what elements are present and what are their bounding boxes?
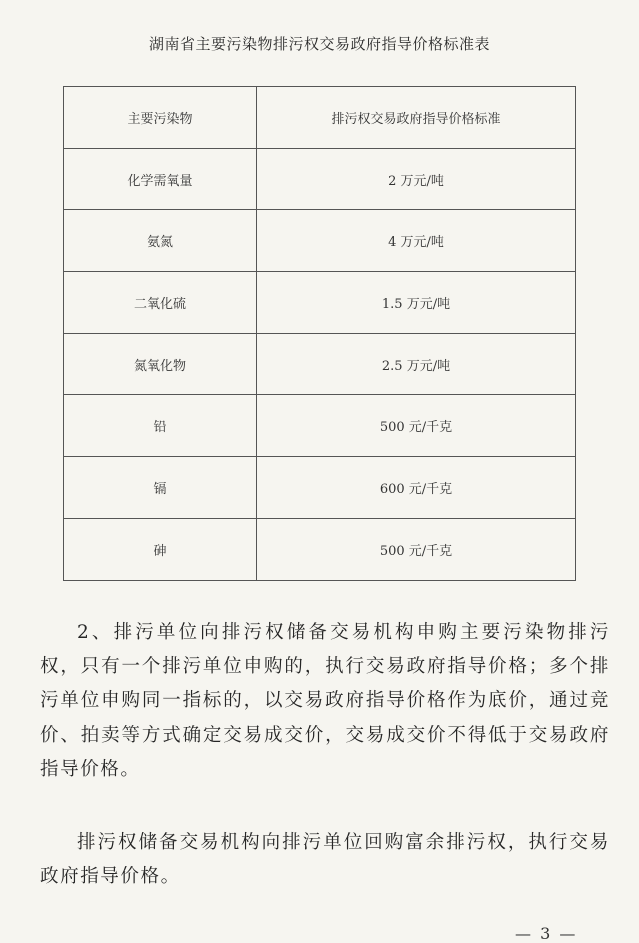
- table-row: [64, 333, 576, 395]
- table-title: 湖南省主要污染物排污权交易政府指导价格标准表: [148, 35, 490, 53]
- page-number: — 3 —: [515, 924, 578, 943]
- body-paragraph: 排污权储备交易机构向排污单位回购富余排污权，执行交易政府指导价格。: [40, 832, 610, 888]
- price-standard-table: [63, 86, 576, 581]
- pollutant-cell: 氨氮: [64, 210, 257, 272]
- table-row: [64, 395, 576, 457]
- pollutant-cell: 砷: [64, 518, 257, 580]
- table-row: [64, 457, 576, 519]
- table-row: [64, 210, 576, 272]
- table-row: [64, 148, 576, 210]
- price-cell: 2 万元/吨: [257, 148, 576, 210]
- pollutant-cell: 氮氧化物: [64, 333, 257, 395]
- pollutant-cell: 化学需氧量: [64, 148, 257, 210]
- price-cell: 600 元/千克: [257, 457, 576, 519]
- table-row: [64, 272, 576, 334]
- table-row: [64, 518, 576, 580]
- header-pollutant: 主要污染物: [64, 87, 257, 149]
- pollutant-cell: 二氧化硫: [64, 272, 257, 334]
- price-cell: 4 万元/吨: [257, 210, 576, 272]
- price-cell: 2.5 万元/吨: [257, 333, 576, 395]
- table-header-row: [64, 87, 576, 149]
- pollutant-cell: 镉: [64, 457, 257, 519]
- body-paragraph: 2、排污单位向排污权储备交易机构申购主要污染物排污权，只有一个排污单位申购的，执行交易政府指导价格；多个排污单位申购同一指标的，以交易政府指导价格作为底价，通过竞价、拍卖等方式确定交易成交价，交易成交价不得低于交易政府指导价格。: [40, 622, 610, 780]
- pollutant-cell: 铅: [64, 395, 257, 457]
- price-cell: 500 元/千克: [257, 395, 576, 457]
- header-price-standard: 排污权交易政府指导价格标准: [257, 87, 576, 149]
- price-cell: 500 元/千克: [257, 518, 576, 580]
- price-cell: 1.5 万元/吨: [257, 272, 576, 334]
